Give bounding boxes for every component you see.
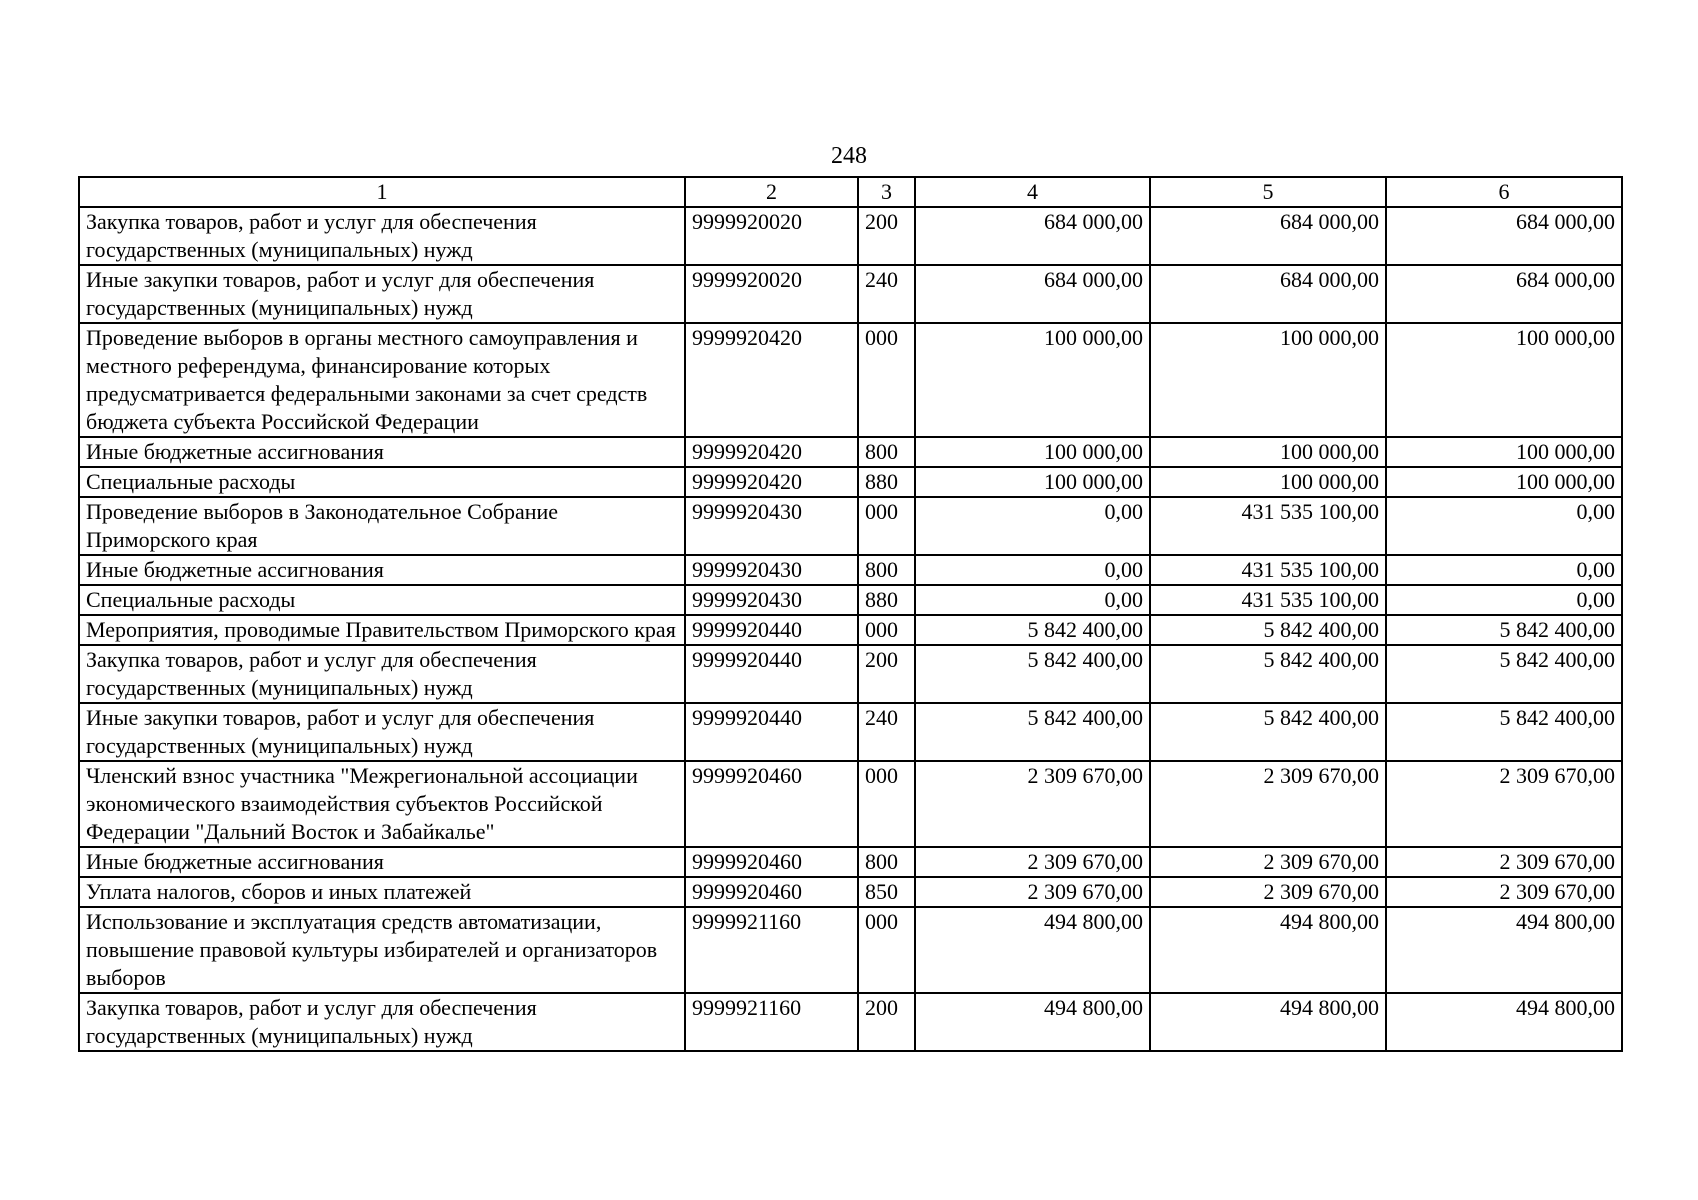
row-value-6: 100 000,00 — [1386, 467, 1622, 497]
row-value-5: 100 000,00 — [1150, 467, 1386, 497]
row-value-6: 100 000,00 — [1386, 323, 1622, 437]
row-name: Уплата налогов, сборов и иных платежей — [79, 877, 685, 907]
row-type: 800 — [858, 847, 915, 877]
row-value-4: 684 000,00 — [915, 265, 1150, 323]
row-value-4: 100 000,00 — [915, 437, 1150, 467]
row-value-6: 494 800,00 — [1386, 907, 1622, 993]
row-value-5: 100 000,00 — [1150, 437, 1386, 467]
row-name: Проведение выборов в Законодательное Собрание Приморского края — [79, 497, 685, 555]
row-value-6: 684 000,00 — [1386, 265, 1622, 323]
row-name: Использование и эксплуатация средств автоматизации, повышение правовой культуры избирателей и организаторов выборов — [79, 907, 685, 993]
row-type: 200 — [858, 645, 915, 703]
row-code: 9999920440 — [685, 703, 858, 761]
row-value-6: 0,00 — [1386, 555, 1622, 585]
row-type: 240 — [858, 703, 915, 761]
row-value-5: 431 535 100,00 — [1150, 497, 1386, 555]
row-type: 880 — [858, 467, 915, 497]
row-value-5: 494 800,00 — [1150, 993, 1386, 1051]
row-name: Закупка товаров, работ и услуг для обеспечения государственных (муниципальных) нужд — [79, 993, 685, 1051]
row-type: 200 — [858, 207, 915, 265]
row-name: Закупка товаров, работ и услуг для обеспечения государственных (муниципальных) нужд — [79, 207, 685, 265]
row-value-5: 494 800,00 — [1150, 907, 1386, 993]
header-col-6: 6 — [1386, 177, 1622, 207]
row-code: 9999920420 — [685, 467, 858, 497]
page-number: 248 — [831, 143, 867, 169]
row-value-6: 100 000,00 — [1386, 437, 1622, 467]
header-col-5: 5 — [1150, 177, 1386, 207]
row-code: 9999920020 — [685, 207, 858, 265]
row-code: 9999921160 — [685, 993, 858, 1051]
row-value-6: 2 309 670,00 — [1386, 847, 1622, 877]
row-name: Иные бюджетные ассигнования — [79, 847, 685, 877]
row-type: 800 — [858, 437, 915, 467]
row-value-5: 5 842 400,00 — [1150, 703, 1386, 761]
table-row — [79, 555, 1622, 585]
row-code: 9999920430 — [685, 555, 858, 585]
table-row — [79, 615, 1622, 645]
row-code: 9999920460 — [685, 847, 858, 877]
row-value-4: 494 800,00 — [915, 993, 1150, 1051]
row-value-4: 494 800,00 — [915, 907, 1150, 993]
row-value-5: 100 000,00 — [1150, 323, 1386, 437]
row-value-5: 5 842 400,00 — [1150, 645, 1386, 703]
row-value-6: 494 800,00 — [1386, 993, 1622, 1051]
row-type: 000 — [858, 761, 915, 847]
row-value-4: 2 309 670,00 — [915, 847, 1150, 877]
row-code: 9999920440 — [685, 615, 858, 645]
row-type: 000 — [858, 907, 915, 993]
row-name: Проведение выборов в органы местного самоуправления и местного референдума, финансирование которых предусматривается федеральными законами за счет средств бюджета субъекта Российской Федерации — [79, 323, 685, 437]
row-code: 9999920430 — [685, 585, 858, 615]
row-value-4: 0,00 — [915, 497, 1150, 555]
row-value-4: 684 000,00 — [915, 207, 1150, 265]
row-code: 9999920430 — [685, 497, 858, 555]
header-col-3: 3 — [858, 177, 915, 207]
row-name: Специальные расходы — [79, 585, 685, 615]
row-name: Закупка товаров, работ и услуг для обеспечения государственных (муниципальных) нужд — [79, 645, 685, 703]
row-value-6: 0,00 — [1386, 585, 1622, 615]
table-row — [79, 877, 1622, 907]
table-body — [79, 207, 1622, 1051]
row-value-4: 2 309 670,00 — [915, 877, 1150, 907]
budget-table — [78, 176, 1623, 1052]
row-name: Иные закупки товаров, работ и услуг для обеспечения государственных (муниципальных) нужд — [79, 703, 685, 761]
row-value-6: 5 842 400,00 — [1386, 615, 1622, 645]
row-value-4: 100 000,00 — [915, 323, 1150, 437]
row-value-6: 0,00 — [1386, 497, 1622, 555]
table-row — [79, 703, 1622, 761]
table-row — [79, 497, 1622, 555]
table-row — [79, 761, 1622, 847]
row-type: 240 — [858, 265, 915, 323]
row-value-5: 431 535 100,00 — [1150, 585, 1386, 615]
row-type: 850 — [858, 877, 915, 907]
row-value-5: 5 842 400,00 — [1150, 615, 1386, 645]
row-value-6: 2 309 670,00 — [1386, 877, 1622, 907]
row-value-6: 684 000,00 — [1386, 207, 1622, 265]
table-row — [79, 585, 1622, 615]
row-type: 000 — [858, 615, 915, 645]
header-col-4: 4 — [915, 177, 1150, 207]
table-row — [79, 437, 1622, 467]
row-value-6: 5 842 400,00 — [1386, 703, 1622, 761]
row-code: 9999920420 — [685, 323, 858, 437]
row-value-5: 684 000,00 — [1150, 207, 1386, 265]
row-value-5: 2 309 670,00 — [1150, 847, 1386, 877]
row-value-6: 5 842 400,00 — [1386, 645, 1622, 703]
row-value-5: 2 309 670,00 — [1150, 761, 1386, 847]
row-code: 9999920460 — [685, 877, 858, 907]
row-type: 800 — [858, 555, 915, 585]
row-code: 9999920440 — [685, 645, 858, 703]
row-name: Иные бюджетные ассигнования — [79, 555, 685, 585]
table-row — [79, 847, 1622, 877]
table-row — [79, 265, 1622, 323]
row-name: Членский взнос участника "Межрегиональной ассоциации экономического взаимодействия субъектов Российской Федерации "Дальний Восток и Забайкалье" — [79, 761, 685, 847]
row-value-4: 5 842 400,00 — [915, 703, 1150, 761]
header-row — [79, 177, 1622, 207]
row-name: Мероприятия, проводимые Правительством Приморского края — [79, 615, 685, 645]
row-value-4: 5 842 400,00 — [915, 615, 1150, 645]
row-value-5: 684 000,00 — [1150, 265, 1386, 323]
row-value-5: 431 535 100,00 — [1150, 555, 1386, 585]
row-name: Иные бюджетные ассигнования — [79, 437, 685, 467]
row-name: Специальные расходы — [79, 467, 685, 497]
table-row — [79, 993, 1622, 1051]
header-col-1: 1 — [79, 177, 685, 207]
table-row — [79, 645, 1622, 703]
row-value-4: 5 842 400,00 — [915, 645, 1150, 703]
row-type: 880 — [858, 585, 915, 615]
row-code: 9999920420 — [685, 437, 858, 467]
row-value-4: 100 000,00 — [915, 467, 1150, 497]
row-code: 9999920020 — [685, 265, 858, 323]
table-row — [79, 207, 1622, 265]
table-row — [79, 467, 1622, 497]
row-code: 9999920460 — [685, 761, 858, 847]
table-row — [79, 907, 1622, 993]
row-value-5: 2 309 670,00 — [1150, 877, 1386, 907]
row-name: Иные закупки товаров, работ и услуг для обеспечения государственных (муниципальных) нужд — [79, 265, 685, 323]
table-row — [79, 323, 1622, 437]
row-value-4: 2 309 670,00 — [915, 761, 1150, 847]
row-value-6: 2 309 670,00 — [1386, 761, 1622, 847]
row-type: 000 — [858, 497, 915, 555]
row-code: 9999921160 — [685, 907, 858, 993]
row-value-4: 0,00 — [915, 585, 1150, 615]
header-col-2: 2 — [685, 177, 858, 207]
row-type: 000 — [858, 323, 915, 437]
row-type: 200 — [858, 993, 915, 1051]
row-value-4: 0,00 — [915, 555, 1150, 585]
